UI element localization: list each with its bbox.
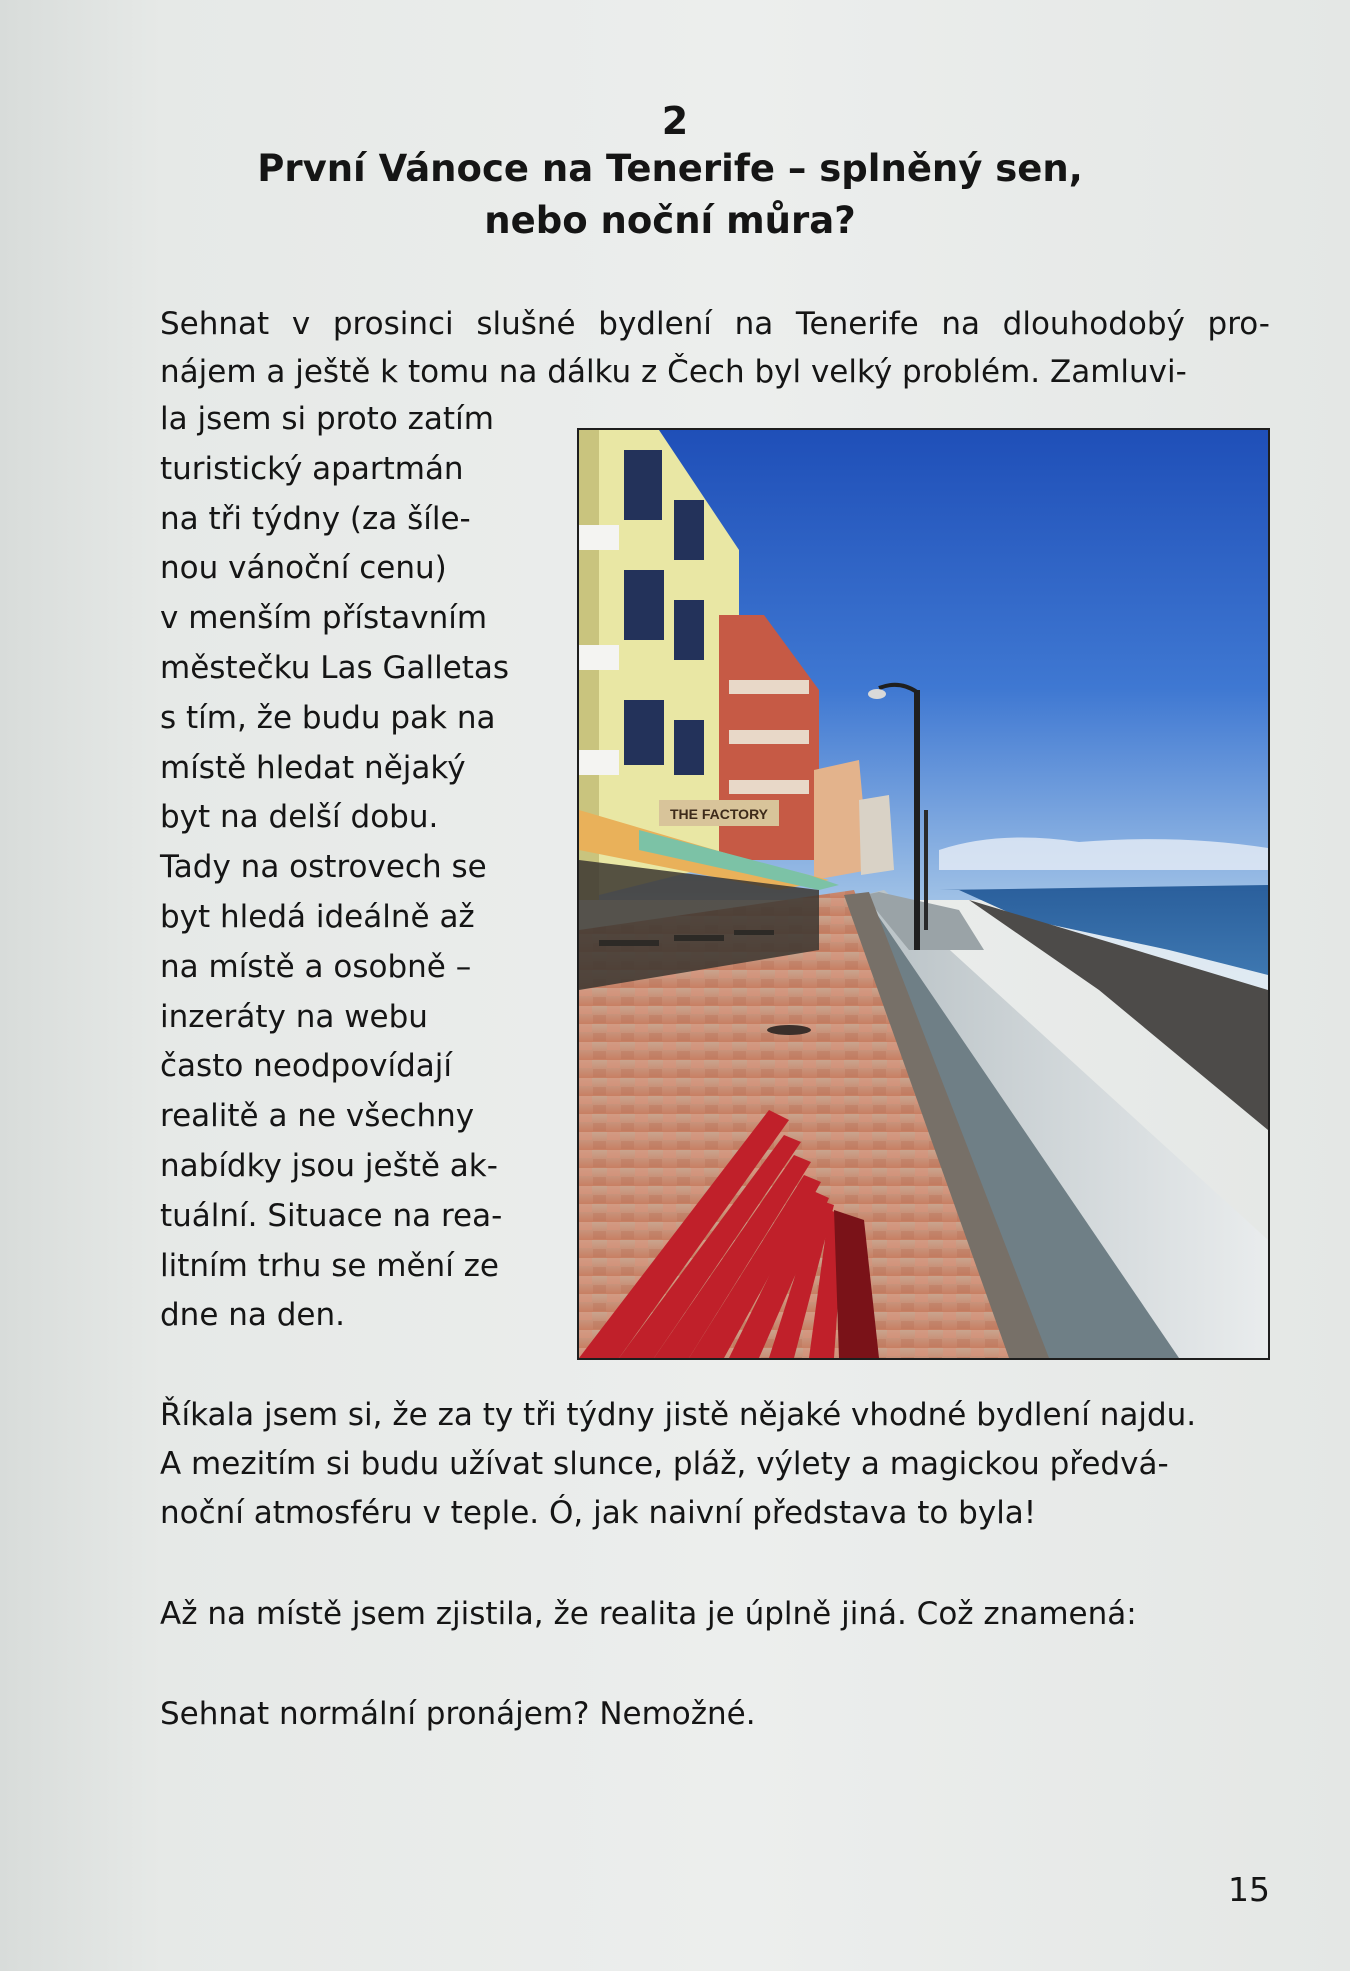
text-line: noční atmosféru v teple. Ó, jak naivní představa to byla! bbox=[160, 1495, 1037, 1531]
balcony bbox=[729, 780, 809, 794]
text-line: byt na delší dobu. bbox=[160, 799, 439, 836]
chapter-title-line-1: První Vánoce na Tenerife – splněný sen, bbox=[257, 147, 1083, 190]
balcony bbox=[579, 750, 619, 775]
balcony bbox=[729, 680, 809, 694]
text-line: s tím, že budu pak na bbox=[160, 699, 496, 736]
text-line: na tři týdny (za šíle- bbox=[160, 500, 471, 537]
text-line: nájem a ještě k tomu na dálku z Čech byl velký problém. Zamluvi- bbox=[160, 354, 1187, 390]
text-line: Sehnat v prosinci slušné bydlení na Tenerife na dlouhodobý pro- bbox=[160, 306, 1270, 342]
window bbox=[674, 500, 704, 560]
window bbox=[624, 570, 664, 640]
balcony bbox=[579, 645, 619, 670]
text-line: v menším přístavním bbox=[160, 600, 488, 637]
text-line: nou vánoční cenu) bbox=[160, 550, 447, 587]
text-line: Říkala jsem si, že za ty tři týdny jistě nějaké vhodné bydlení najdu. bbox=[160, 1397, 1197, 1433]
window bbox=[624, 700, 664, 765]
page-number: 15 bbox=[1228, 1870, 1270, 1909]
text-line: místě hledat nějaký bbox=[160, 749, 466, 786]
window bbox=[674, 720, 704, 775]
text-line: často neodpovídají bbox=[160, 1048, 453, 1085]
text-line: městečku Las Galletas bbox=[160, 649, 510, 686]
paragraph-reality bbox=[160, 1590, 1280, 1639]
text-line: A mezitím si budu užívat slunce, pláž, výlety a magickou předvá- bbox=[160, 1446, 1169, 1482]
manhole bbox=[767, 1025, 811, 1035]
window bbox=[624, 450, 662, 520]
lamp-post bbox=[914, 690, 920, 950]
building-far bbox=[859, 795, 894, 875]
cafe-table bbox=[674, 935, 724, 941]
cafe-table bbox=[599, 940, 659, 946]
paragraph-rental bbox=[160, 1690, 1280, 1739]
text-line: inzeráty na webu bbox=[160, 998, 428, 1035]
window bbox=[674, 600, 704, 660]
lamp-head bbox=[868, 689, 886, 699]
text-line: litním trhu se mění ze bbox=[160, 1247, 500, 1284]
text-line: realitě a ne všechny bbox=[160, 1098, 475, 1135]
text-line: byt hledá ideálně až bbox=[160, 898, 475, 935]
balcony bbox=[579, 525, 619, 550]
chapter-title-line-2: nebo noční můra? bbox=[484, 199, 856, 242]
chapter-title bbox=[230, 143, 1110, 247]
promenade-photo bbox=[577, 428, 1270, 1360]
paragraph-expectation bbox=[160, 1391, 1280, 1538]
text-line: dne na den. bbox=[160, 1297, 346, 1334]
text-line: Až na místě jsem zjistila, že realita je úplně jiná. Což znamená: bbox=[160, 1596, 1137, 1632]
text-line: na místě a osobně – bbox=[160, 948, 472, 985]
balcony bbox=[729, 730, 809, 744]
text-line: Tady na ostrovech se bbox=[160, 849, 487, 886]
wrapped-column-text bbox=[160, 395, 538, 1341]
lamp-post-far bbox=[924, 810, 928, 930]
chapter-number: 2 bbox=[661, 99, 689, 143]
text-line: Sehnat normální pronájem? Nemožné. bbox=[160, 1696, 756, 1732]
text-line: la jsem si proto zatím bbox=[160, 401, 494, 437]
text-line: nabídky jsou ještě ak- bbox=[160, 1147, 498, 1184]
text-line: tuální. Situace na rea- bbox=[160, 1197, 503, 1234]
shop-sign-text: THE FACTORY bbox=[669, 806, 769, 822]
text-line: turistický apartmán bbox=[160, 450, 464, 487]
cloud bbox=[939, 838, 1268, 871]
cafe-table bbox=[734, 930, 774, 935]
lead-paragraph bbox=[160, 300, 1270, 396]
